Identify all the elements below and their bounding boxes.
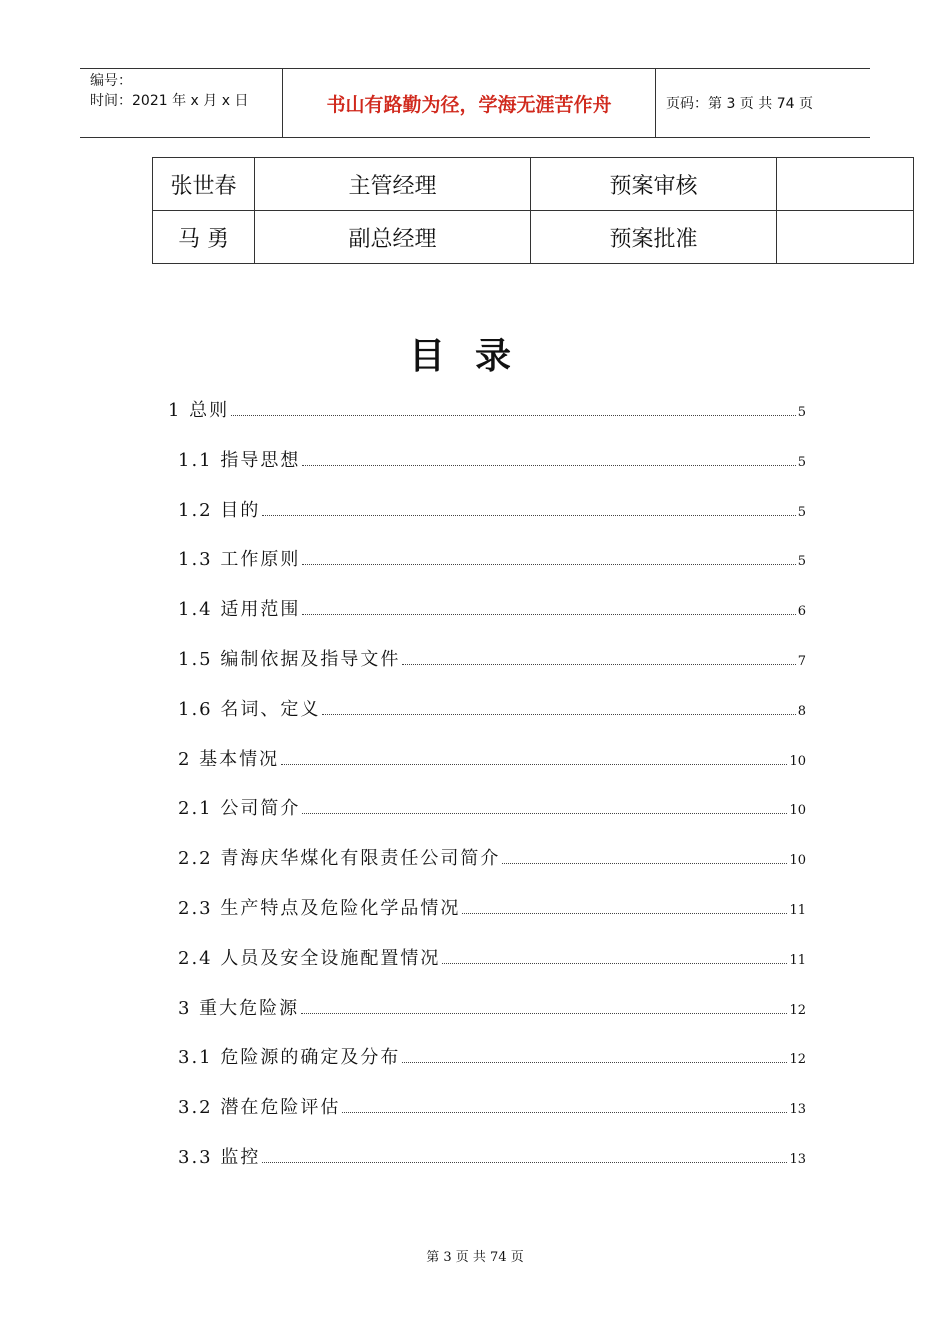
toc-entry-page: 5 xyxy=(797,554,806,570)
toc-leader-dots xyxy=(442,963,787,964)
toc-entry-label: 3 重大危险源 xyxy=(178,997,300,1019)
signer-title: 副总经理 xyxy=(255,211,531,264)
toc-leader-dots xyxy=(262,1162,787,1163)
toc-entry[interactable] xyxy=(178,1095,806,1119)
toc-entry[interactable] xyxy=(168,398,806,422)
toc-entry-label: 1 总则 xyxy=(168,400,230,421)
toc-entry-page: 5 xyxy=(797,405,806,420)
toc-entry-label: 2 基本情况 xyxy=(178,748,280,770)
toc-entry-label: 1.4 适用范围 xyxy=(178,599,301,621)
toc-entry[interactable] xyxy=(178,1145,806,1169)
page-footer: 第 3 页 共 74 页 xyxy=(426,1250,524,1265)
signature-table xyxy=(152,157,914,264)
toc-entry-page: 11 xyxy=(789,903,806,918)
header-motto: 书山有路勤为径，学海无涯苦作舟 xyxy=(283,69,656,137)
toc-entry[interactable] xyxy=(178,747,806,771)
toc-entry-label: 2.3 生产特点及危险化学品情况 xyxy=(178,898,461,919)
toc-entry-page: 8 xyxy=(797,703,806,719)
toc-leader-dots xyxy=(502,863,787,864)
signer-title: 主管经理 xyxy=(255,158,531,211)
signature-cell xyxy=(777,211,914,264)
toc-entry-page: 5 xyxy=(797,504,806,520)
toc-title: 目录 xyxy=(408,336,541,377)
time-label: 时间：2021 年 x 月 x 日 xyxy=(90,93,249,109)
header-page-info: 页码：第 3 页 共 74 页 xyxy=(666,96,813,112)
toc-leader-dots xyxy=(462,913,787,914)
toc-entry[interactable] xyxy=(178,896,806,920)
toc-leader-dots xyxy=(302,465,795,466)
signer-role: 预案批准 xyxy=(531,211,777,264)
toc-entry-label: 1.6 名词、定义 xyxy=(178,698,321,720)
toc-leader-dots xyxy=(302,564,795,565)
toc-leader-dots xyxy=(301,1013,787,1014)
toc-leader-dots xyxy=(262,515,795,516)
toc-entry-label: 2.1 公司简介 xyxy=(178,798,301,820)
signer-role: 预案审核 xyxy=(531,158,777,211)
toc-entry[interactable] xyxy=(178,448,806,472)
toc-entry-label: 3.3 监控 xyxy=(178,1147,261,1168)
toc-entry-page: 12 xyxy=(789,1002,806,1018)
toc-entry-page: 6 xyxy=(797,604,806,620)
toc-entry[interactable] xyxy=(178,1045,806,1069)
toc-entry[interactable] xyxy=(178,846,806,870)
toc-leader-dots xyxy=(302,614,795,615)
toc-entry[interactable] xyxy=(178,697,806,721)
toc-leader-dots xyxy=(231,415,796,416)
toc-leader-dots xyxy=(322,714,795,715)
toc-entry-page: 13 xyxy=(789,1152,806,1167)
toc-entry-page: 10 xyxy=(789,853,806,869)
toc-entry-label: 3.1 危险源的确定及分布 xyxy=(178,1047,401,1069)
toc-leader-dots xyxy=(342,1112,787,1113)
toc-leader-dots xyxy=(281,764,787,765)
signer-name: 张世春 xyxy=(153,158,255,211)
toc-entry[interactable] xyxy=(178,996,806,1020)
toc-entry[interactable] xyxy=(178,547,806,571)
toc-entry-label: 1.5 编制依据及指导文件 xyxy=(178,649,401,670)
toc-entry[interactable] xyxy=(178,946,806,970)
signature-cell xyxy=(777,158,914,211)
toc-entry-page: 10 xyxy=(789,803,806,819)
toc-entry[interactable] xyxy=(178,597,806,621)
toc-entry-label: 2.4 人员及安全设施配置情况 xyxy=(178,947,441,969)
toc-entry-label: 1.1 指导思想 xyxy=(178,449,301,471)
toc-entry[interactable] xyxy=(178,498,806,522)
table-row xyxy=(153,211,914,264)
toc-leader-dots xyxy=(402,1062,787,1063)
toc-leader-dots xyxy=(302,813,787,814)
toc-entry-label: 2.2 青海庆华煤化有限责任公司简介 xyxy=(178,848,501,870)
toc-entry-page: 11 xyxy=(789,952,806,968)
table-row xyxy=(153,158,914,211)
toc-entry-label: 1.3 工作原则 xyxy=(178,549,301,571)
toc-entry-page: 13 xyxy=(789,1102,806,1118)
toc-entry[interactable] xyxy=(178,796,806,820)
signer-name: 马 勇 xyxy=(153,211,255,264)
toc-entry-page: 12 xyxy=(789,1052,806,1068)
toc-entry[interactable] xyxy=(178,647,806,671)
header-meta xyxy=(80,69,283,137)
page-header xyxy=(80,68,870,138)
toc-entry-page: 10 xyxy=(789,753,806,769)
toc-entry-page: 5 xyxy=(797,454,806,470)
toc-entry-page: 7 xyxy=(797,654,806,669)
toc-entry-label: 3.2 潜在危险评估 xyxy=(178,1097,341,1119)
toc-entry-label: 1.2 目的 xyxy=(178,499,261,521)
number-label: 编号： xyxy=(90,73,132,89)
toc-leader-dots xyxy=(402,664,795,665)
